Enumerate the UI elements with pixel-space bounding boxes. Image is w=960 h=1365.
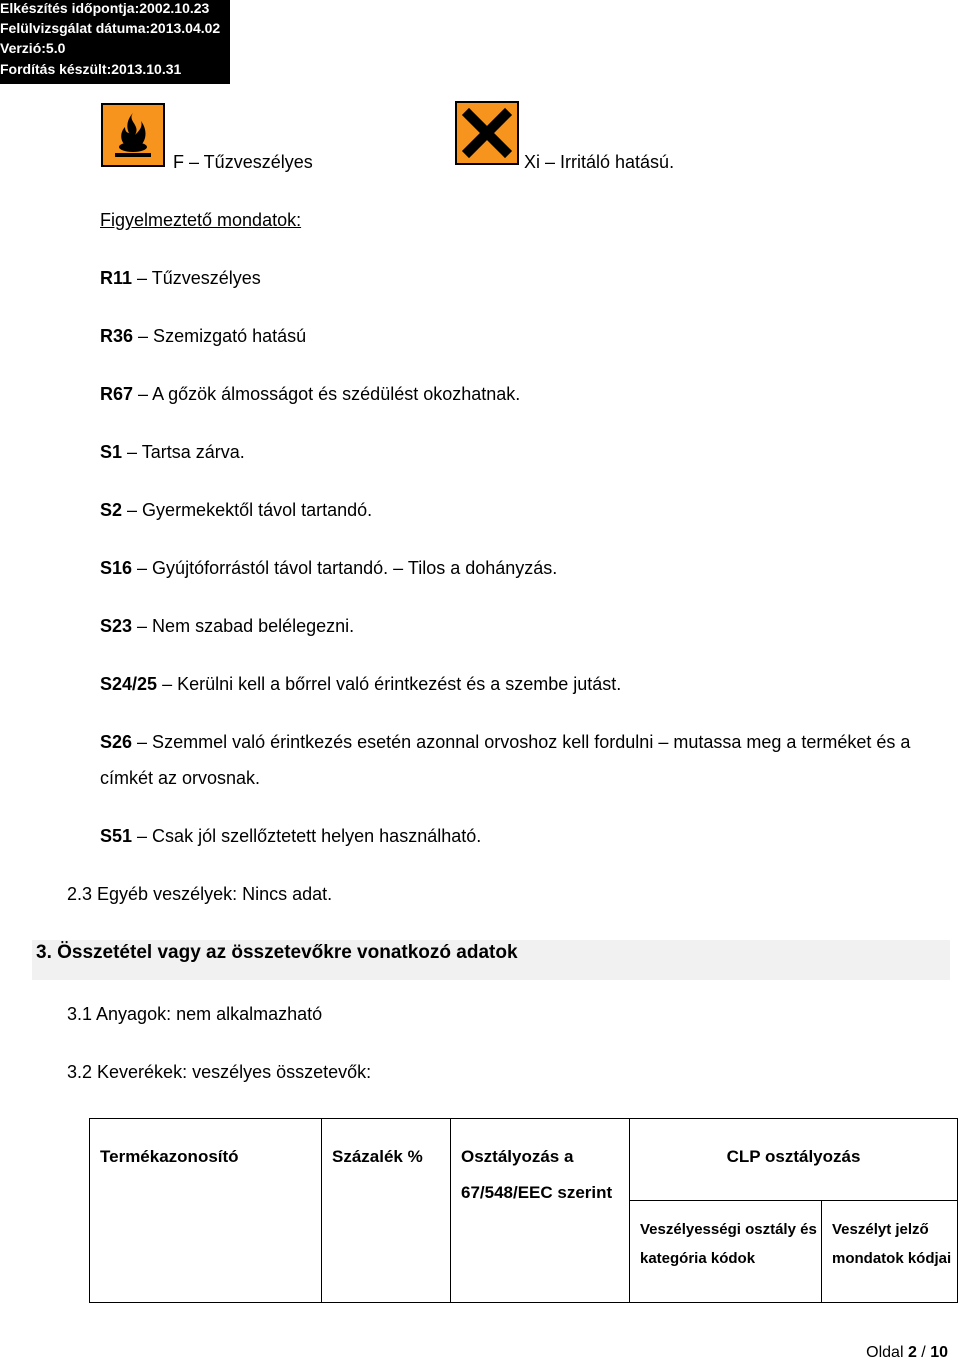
col3-line2: 67/548/EEC szerint	[461, 1183, 613, 1202]
phrase-code: R67	[100, 384, 134, 404]
phrase-text: – Szemizgató hatású	[138, 326, 307, 346]
col3-line1: Osztályozás a	[461, 1147, 574, 1166]
flame-label: F – Tűzveszélyes	[173, 152, 313, 172]
translated-date: Fordítás készült:2013.10.31	[0, 61, 182, 77]
phrase-code: S26	[100, 732, 133, 752]
phrase-s1	[100, 442, 245, 463]
phrase-s16	[100, 558, 557, 579]
header-percent: Százalék %	[322, 1119, 451, 1303]
phrase-text: – Kerülni kell a bőrrel való érintkezést és a szembe jutást.	[162, 674, 622, 694]
version: Verzió:5.0	[0, 40, 66, 56]
phrase-code: S1	[100, 442, 123, 462]
composition-table	[89, 1118, 958, 1303]
phrase-s26	[100, 732, 910, 753]
phrase-s51	[100, 826, 481, 847]
phrase-r67	[100, 384, 520, 405]
cross-icon	[455, 101, 519, 165]
phrase-code: S16	[100, 558, 133, 578]
header-hazard-class	[630, 1201, 822, 1303]
sub2-line2: mondatok kódjai	[832, 1250, 952, 1267]
created-date: Elkészítés időpontja:2002.10.23	[0, 0, 210, 16]
header-product-id: Termékazonosító	[90, 1119, 322, 1303]
phrase-text: – Tűzveszélyes	[137, 268, 261, 288]
header-clp: CLP osztályozás	[630, 1119, 958, 1201]
phrase-text: – Nem szabad belélegezni.	[137, 616, 355, 636]
phrase-code: S24/25	[100, 674, 158, 694]
phrase-text: – Gyermekektől távol tartandó.	[127, 500, 373, 520]
phrase-text: – Tartsa zárva.	[127, 442, 245, 462]
phrase-code: R11	[100, 268, 133, 288]
phrase-s24-25	[100, 674, 621, 695]
phrase-text: – Csak jól szellőztetett helyen használható.	[137, 826, 482, 846]
phrase-s23	[100, 616, 354, 637]
flame-icon	[101, 103, 165, 167]
sub1-line2: kategória kódok	[640, 1250, 756, 1267]
phrase-code: S23	[100, 616, 133, 636]
other-hazards: 2.3 Egyéb veszélyek: Nincs adat.	[67, 884, 333, 904]
warning-heading: Figyelmeztető mondatok:	[100, 210, 302, 230]
phrase-code: S2	[100, 500, 123, 520]
phrase-r11	[100, 268, 261, 289]
phrase-text: – Gyújtóforrástól távol tartandó. – Tilos a dohányzás.	[137, 558, 558, 578]
cross-label: Xi – Irritáló hatású.	[524, 152, 675, 172]
phrase-text: – A gőzök álmosságot és szédülést okozhatnak.	[138, 384, 521, 404]
phrase-r36	[100, 326, 306, 347]
phrase-code: R36	[100, 326, 134, 346]
header-classification-67-548	[451, 1119, 630, 1303]
revised-date: Felülvizsgálat dátuma:2013.04.02	[0, 20, 221, 36]
sub2-line1: Veszélyt jelző	[832, 1221, 929, 1238]
mixtures-line: 3.2 Keverékek: veszélyes összetevők:	[67, 1062, 372, 1082]
phrase-s2	[100, 500, 372, 521]
phrase-code: S51	[100, 826, 133, 846]
phrase-s26-cont: címkét az orvosnak.	[100, 768, 261, 788]
page-number: Oldal 2 / 10	[866, 1344, 948, 1361]
header-hazard-statements	[822, 1201, 958, 1303]
sub1-line1: Veszélyességi osztály és	[640, 1221, 817, 1238]
substances-line: 3.1 Anyagok: nem alkalmazható	[67, 1004, 323, 1024]
phrase-text: – Szemmel való érintkezés esetén azonnal orvoshoz kell fordulni – mutassa meg a terméket és a	[137, 732, 911, 752]
section-3-title: 3. Összetétel vagy az összetevőkre vonatkozó adatok	[36, 942, 518, 963]
